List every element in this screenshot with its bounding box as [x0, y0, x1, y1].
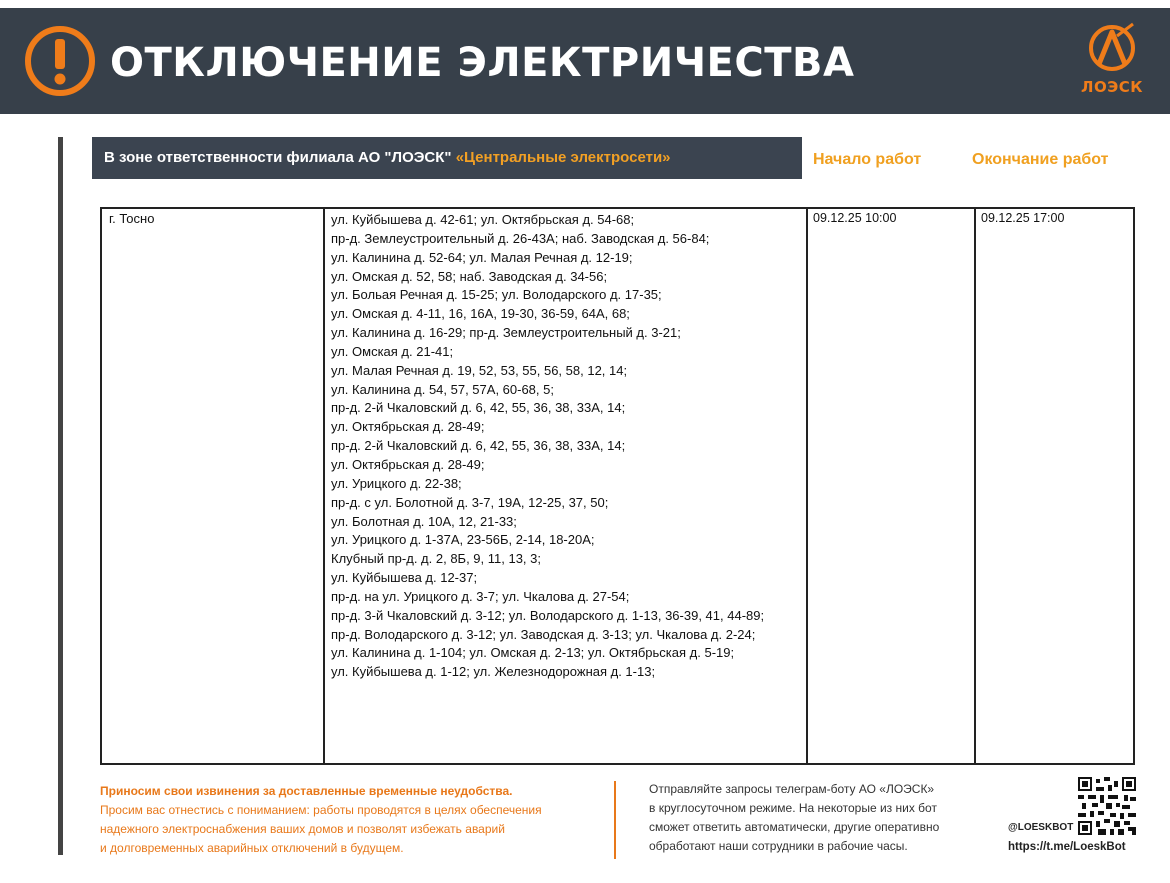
street-line: пр-д. Землеустроительный д. 26-43А; наб. Заводская д. 56-84;: [331, 230, 710, 246]
branch-name: «Центральные электросети»: [455, 149, 671, 166]
city-cell: г. Тосно: [109, 211, 155, 226]
street-line: ул. Урицкого д. 22-38;: [331, 475, 462, 491]
column-divider: [974, 209, 976, 763]
end-time-cell: 09.12.25 17:00: [981, 211, 1065, 225]
outage-table: [100, 207, 1135, 765]
street-line: ул. Калинина д. 1-104; ул. Омская д. 2-13; ул. Октябрьская д. 5-19;: [331, 645, 735, 661]
start-column-heading: Начало работ: [813, 151, 922, 168]
start-time-cell: 09.12.25 10:00: [813, 211, 897, 225]
street-line: ул. Куйбышева д. 1-12; ул. Железнодорожная д. 1-13;: [331, 664, 656, 680]
qr-code-icon[interactable]: [1078, 777, 1136, 835]
street-line: ул. Урицкого д. 1-37А, 23-56Б, 2-14, 18-20А;: [331, 532, 595, 548]
street-line: ул. Болотная д. 10А, 12, 21-33;: [331, 513, 517, 529]
street-line: ул. Куйбышева д. 12-37;: [331, 570, 478, 586]
apology-heading: Приносим свои извинения за доставленные временные неудобства.: [100, 784, 513, 798]
street-line: пр-д. на ул. Урицкого д. 3-7; ул. Чкалова д. 27-54;: [331, 588, 630, 604]
street-line: ул. Калинина д. 54, 57, 57А, 60-68, 5;: [331, 381, 554, 397]
bot-link[interactable]: https://t.me/LoeskBot: [1008, 841, 1126, 853]
street-line: пр-д. 2-й Чкаловский д. 6, 42, 55, 36, 38, 33А, 14;: [331, 438, 626, 454]
column-divider: [323, 209, 325, 763]
bot-line: в круглосуточном режиме. На некоторые из них бот: [649, 801, 937, 815]
street-line: ул. Калинина д. 52-64; ул. Малая Речная д. 12-19;: [331, 249, 633, 265]
header-banner: [0, 8, 1170, 114]
streets-cell: [331, 211, 806, 682]
street-line: ул. Куйбышева д. 42-61; ул. Октябрьская д. 54-68;: [331, 212, 635, 227]
street-line: ул. Омская д. 21-41;: [331, 343, 454, 359]
street-line: ул. Октябрьская д. 28-49;: [331, 456, 485, 472]
bot-info-text: [649, 780, 994, 856]
request-line: и долговременных аварийных отключений в будущем.: [100, 841, 404, 855]
page-title: ОТКЛЮЧЕНИЕ ЭЛЕКТРИЧЕСТВА: [110, 40, 855, 86]
column-divider: [806, 209, 808, 763]
street-line: Клубный пр-д. д. 2, 8Б, 9, 11, 13, 3;: [331, 551, 541, 567]
street-line: пр-д. 2-й Чкаловский д. 6, 42, 55, 36, 38, 33А, 14;: [331, 400, 626, 416]
bot-line: обработают наши сотрудники в рабочие часы.: [649, 839, 908, 853]
request-line: надежного электроснабжения ваших домов и позволят избежать аварий: [100, 822, 505, 836]
street-line: ул. Омская д. 52, 58; наб. Заводская д. 34-56;: [331, 268, 608, 284]
logo-text: ЛОЭСК: [1081, 78, 1143, 96]
footer-divider: [614, 781, 616, 859]
street-line: ул. Омская д. 4-11, 16, 16А, 19-30, 36-59, 64А, 68;: [331, 306, 630, 322]
left-accent-bar: [58, 137, 63, 855]
street-line: пр-д. 3-й Чкаловский д. 3-12; ул. Володарского д. 1-13, 36-39, 41, 44-89;: [331, 607, 765, 623]
end-column-heading: Окончание работ: [972, 151, 1109, 168]
exclamation-circle-icon: [24, 25, 96, 97]
request-line: Просим вас отнестись с пониманием: работы проводятся в целях обеспечения: [100, 803, 542, 817]
bot-line: сможет ответить автоматически, другие оперативно: [649, 820, 940, 834]
bot-handle: @LOESKBOT: [1008, 822, 1074, 833]
apology-text: [100, 782, 600, 858]
zone-label: [92, 137, 802, 179]
street-line: ул. Калинина д. 16-29; пр-д. Землеустроительный д. 3-21;: [331, 325, 681, 341]
zone-prefix: В зоне ответственности филиала АО "ЛОЭСК": [104, 149, 456, 166]
street-line: ул. Октябрьская д. 28-49;: [331, 419, 485, 435]
bot-line: Отправляйте запросы телеграм-боту АО «ЛОЭСК»: [649, 782, 935, 796]
street-line: ул. Больая Речная д. 15-25; ул. Володарского д. 17-35;: [331, 287, 662, 303]
street-line: ул. Малая Речная д. 19, 52, 53, 55, 56, 58, 12, 14;: [331, 362, 628, 378]
street-line: пр-д. с ул. Болотной д. 3-7, 19А, 12-25, 37, 50;: [331, 494, 609, 510]
street-line: пр-д. Володарского д. 3-12; ул. Заводская д. 3-13; ул. Чкалова д. 2-24;: [331, 626, 756, 642]
